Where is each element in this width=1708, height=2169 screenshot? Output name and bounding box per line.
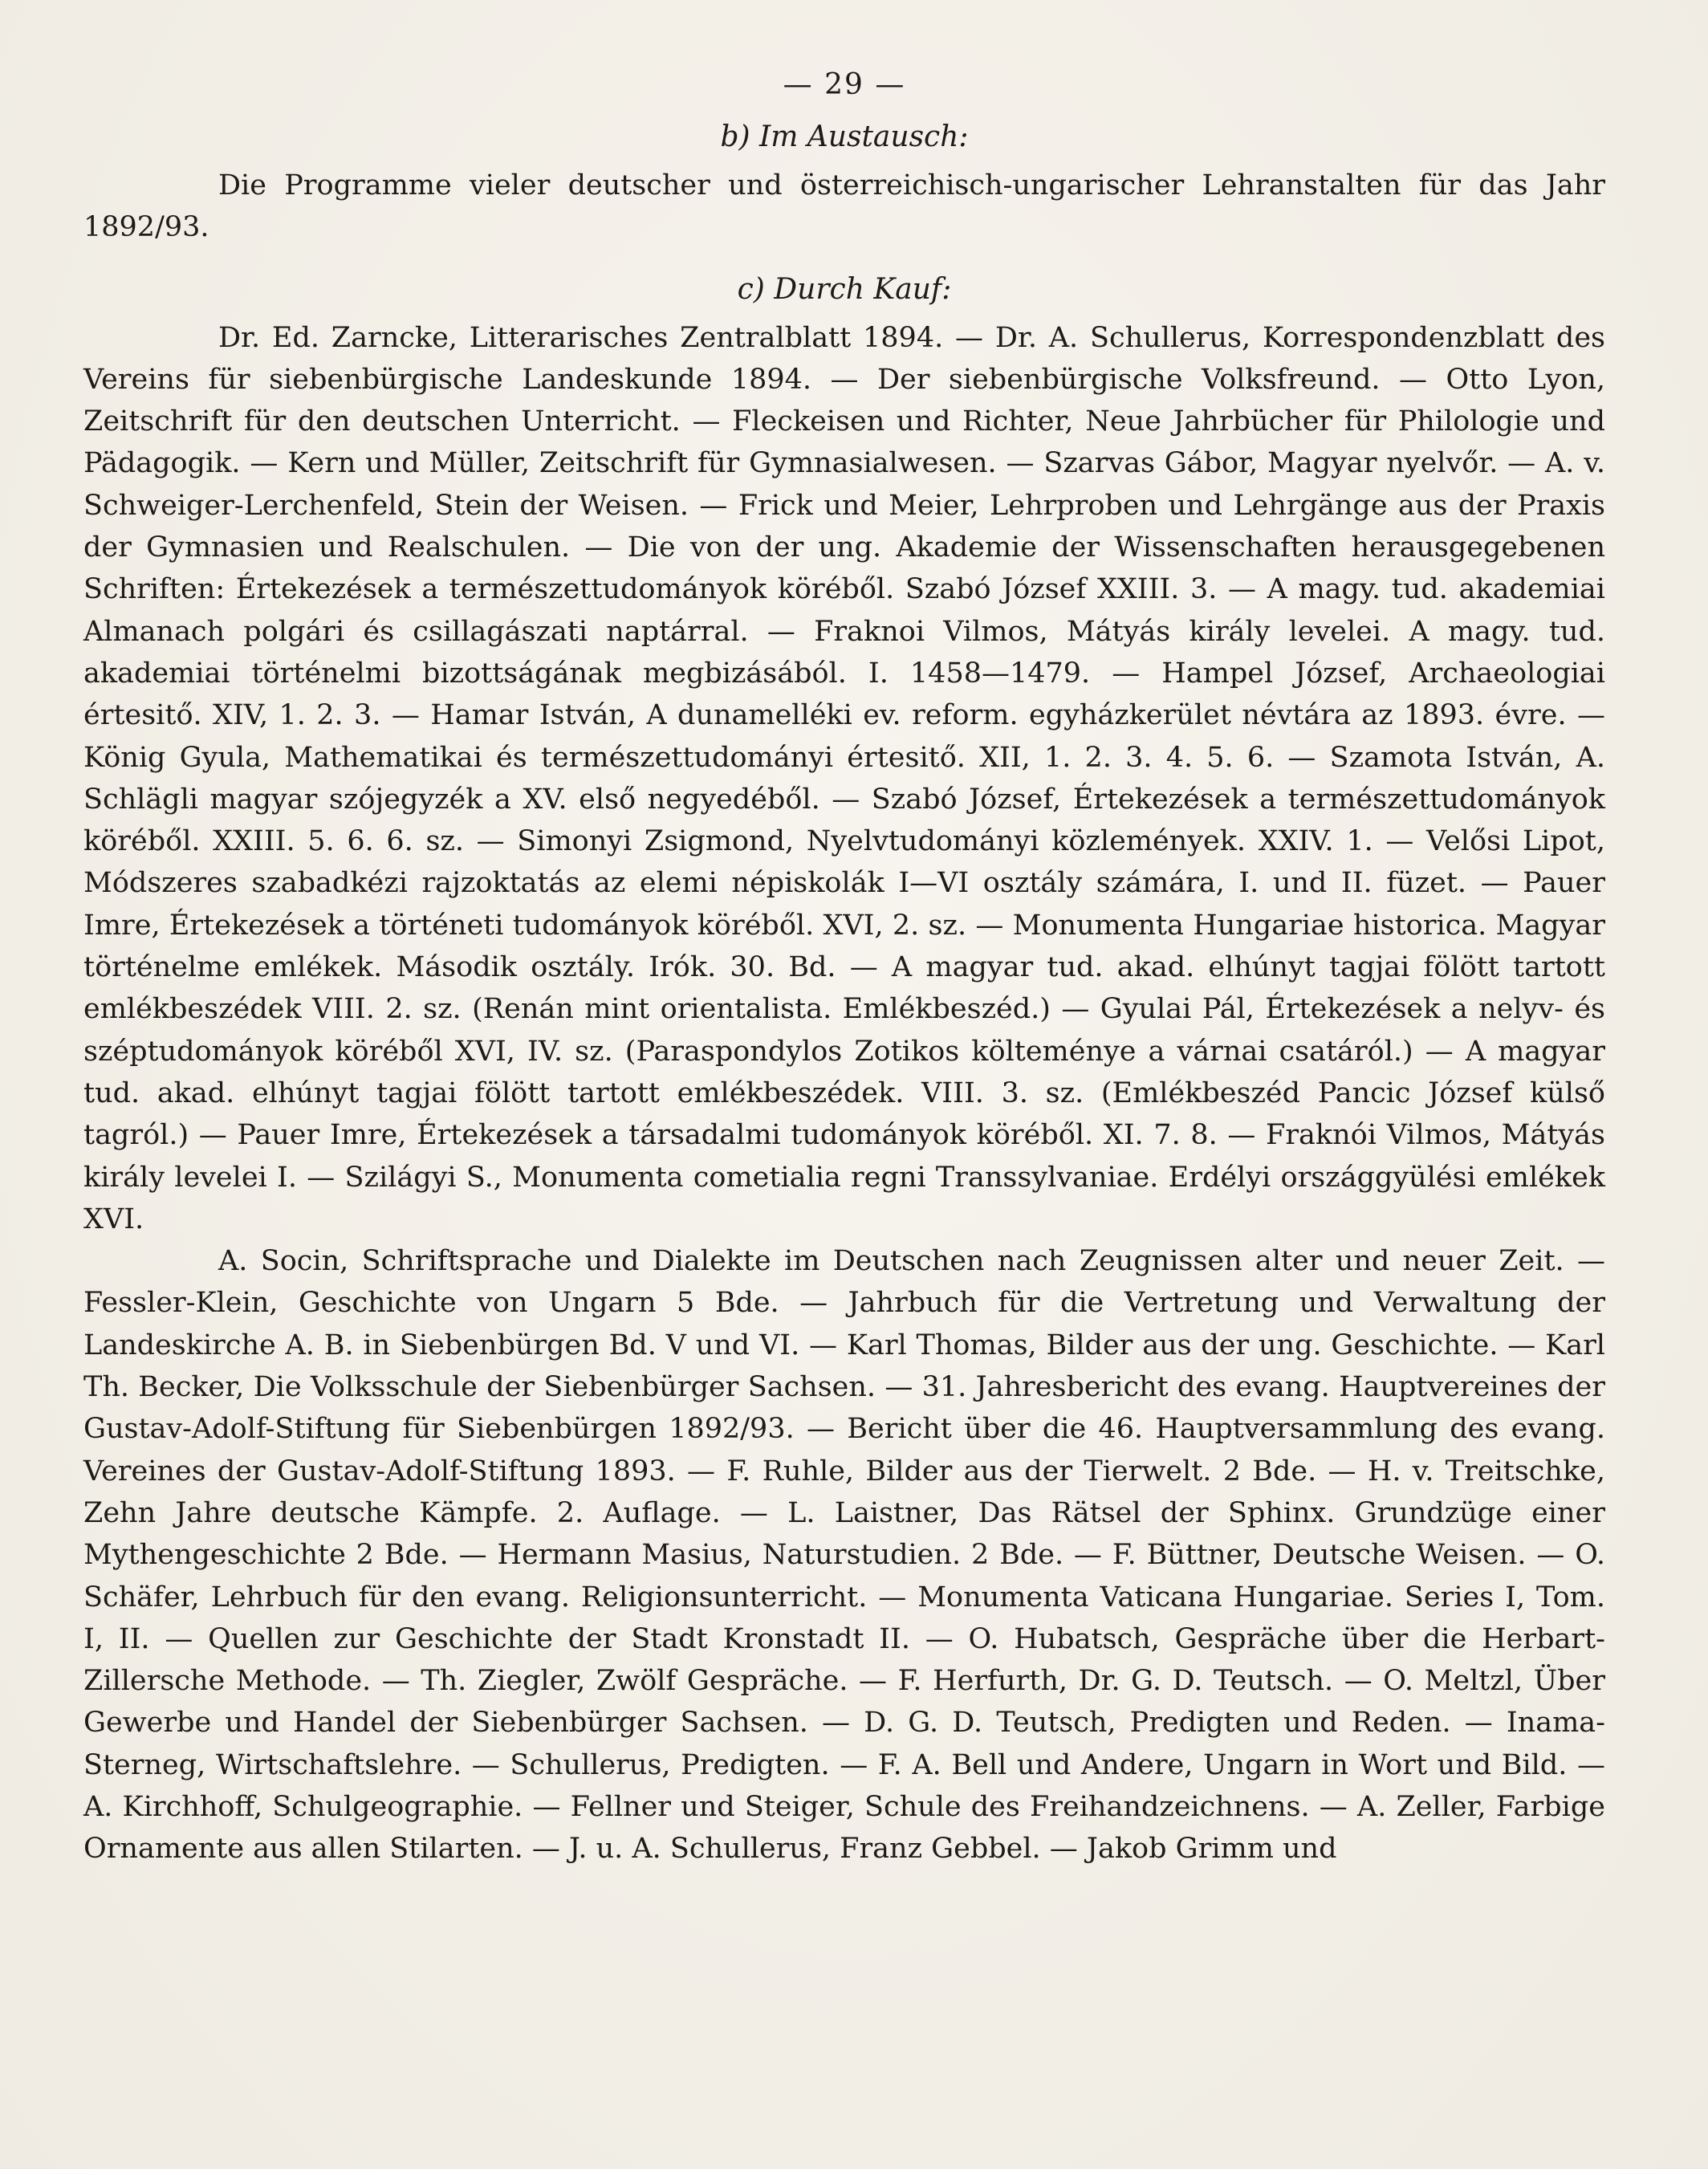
section-b-text: Die Programme vieler deutscher und österreichisch-ungarischer Lehranstalten für das Jahr 1892/93.: [83, 169, 1605, 244]
section-c-paragraph-1: Dr. Ed. Zarncke, Litterarisches Zentralblatt 1894. — Dr. A. Schullerus, Korrespondenzblatt des Vereins für siebenbürgische Landeskunde 1894. — Der siebenbürgische Volksfreund. — Otto Lyon, Zeitschrift für den deutschen Unterricht. — Fleckeisen und Richter, Neue Jahrbücher für Philologie und Pädagogik. — Kern und Müller, Zeitschrift für Gymnasialwesen. — Szarvas Gábor, Magyar nyelvőr. — A. v. Schweiger-Lerchenfeld, Stein der Weisen. — Frick und Meier, Lehrproben und Lehrgänge aus der Praxis der Gymnasien und Realschulen. — Die von der ung. Akademie der Wissenschaften herausgegebenen Schriften: Értekezések a természettudományok köréből. Szabó József XXIII. 3. — A magy. tud. akademiai Almanach polgári és csillagászati naptárral. — Fraknoi Vilmos, Mátyás király levelei. A magy. tud. akademiai történelmi bizottságának megbizásából. I. 1458—1479. — Hampel József, Archaeologiai értesitő. XIV, 1. 2. 3. — Hamar István, A dunamelléki ev. reform. egyházkerület névtára az 1893. évre. — König Gyula, Mathematikai és természettudományi értesitő. XII, 1. 2. 3. 4. 5. 6. — Szamota István, A. Schlägli magyar szójegyzék a XV. első negyedéből. — Szabó József, Értekezések a természettudományok köréből. XXIII. 5. 6. 6. sz. — Simonyi Zsigmond, Nyelvtudományi közlemények. XXIV. 1. — Velősi Lipot, Módszeres szabadkézi rajzoktatás az elemi népiskolák I—VI osztály számára, I. und II. füzet. — Pauer Imre, Értekezések a történeti tudományok köréből. XVI, 2. sz. — Monumenta Hungariae historica. Magyar történelme emlékek. Második osztály. Irók. 30. Bd. — A magyar tud. akad. elhúnyt tagjai fölött tartott emlékbeszédek VIII. 2. sz. (Renán mint orientalista. Emlékbeszéd.) — Gyulai Pál, Értekezések a nelyv- és széptudományok köréből XVI, IV. sz. (Paraspondylos Zotikos költeménye a várnai csatáról.) — A magyar tud. akad. elhúnyt tagjai fölött tartott emlékbeszédek. VIII. 3. sz. (Emlékbeszéd Pancic József külső tagról.) — Pauer Imre, Értekezések a társadalmi tudományok köréből. XI. 7. 8. — Fraknói Vilmos, Mátyás király levelei I. — Szilágyi S., Monumenta cometialia regni Transsylvaniae. Erdélyi országgyülési emlékek XVI.: [83, 321, 1605, 1235]
section-c-heading: c) Durch Kauf:: [737, 272, 952, 306]
section-c: [83, 317, 1605, 1870]
section-b-heading: b) Im Austausch:: [720, 120, 969, 153]
section-b: [83, 165, 1605, 249]
section-c-paragraph-2: A. Socin, Schriftsprache und Dialekte im Deutschen nach Zeugnissen alter und neuer Zeit. — Fessler-Klein, Geschichte von Ungarn 5 Bde. — Jahrbuch für die Vertretung und Verwaltung der Landeskirche A. B. in Siebenbürgen Bd. V und VI. — Karl Thomas, Bilder aus der ung. Geschichte. — Karl Th. Becker, Die Volksschule der Siebenbürger Sachsen. — 31. Jahresbericht des evang. Hauptvereines der Gustav-Adolf-Stiftung für Siebenbürgen 1892/93. — Bericht über die 46. Hauptversammlung des evang. Vereines der Gustav-Adolf-Stiftung 1893. — F. Ruhle, Bilder aus der Tierwelt. 2 Bde. — H. v. Treitschke, Zehn Jahre deutsche Kämpfe. 2. Auflage. — L. Laistner, Das Rätsel der Sphinx. Grundzüge einer Mythengeschichte 2 Bde. — Hermann Masius, Naturstudien. 2 Bde. — F. Büttner, Deutsche Weisen. — O. Schäfer, Lehrbuch für den evang. Religionsunterricht. — Monumenta Vaticana Hungariae. Series I, Tom. I, II. — Quellen zur Geschichte der Stadt Kronstadt II. — O. Hubatsch, Gespräche über die Herbart-Zillersche Methode. — Th. Ziegler, Zwölf Gespräche. — F. Herfurth, Dr. G. D. Teutsch. — O. Meltzl, Über Gewerbe und Handel der Siebenbürger Sachsen. — D. G. D. Teutsch, Predigten und Reden. — Inama-Sterneg, Wirtschaftslehre. — Schullerus, Predigten. — F. A. Bell und Andere, Ungarn in Wort und Bild. — A. Kirchhoff, Schulgeographie. — Fellner und Steiger, Schule des Freihandzeichnens. — A. Zeller, Farbige Ornamente aus allen Stilarten. — J. u. A. Schullerus, Franz Gebbel. — Jakob Grimm und: [83, 1245, 1605, 1866]
page-number: — 29 —: [783, 68, 906, 101]
